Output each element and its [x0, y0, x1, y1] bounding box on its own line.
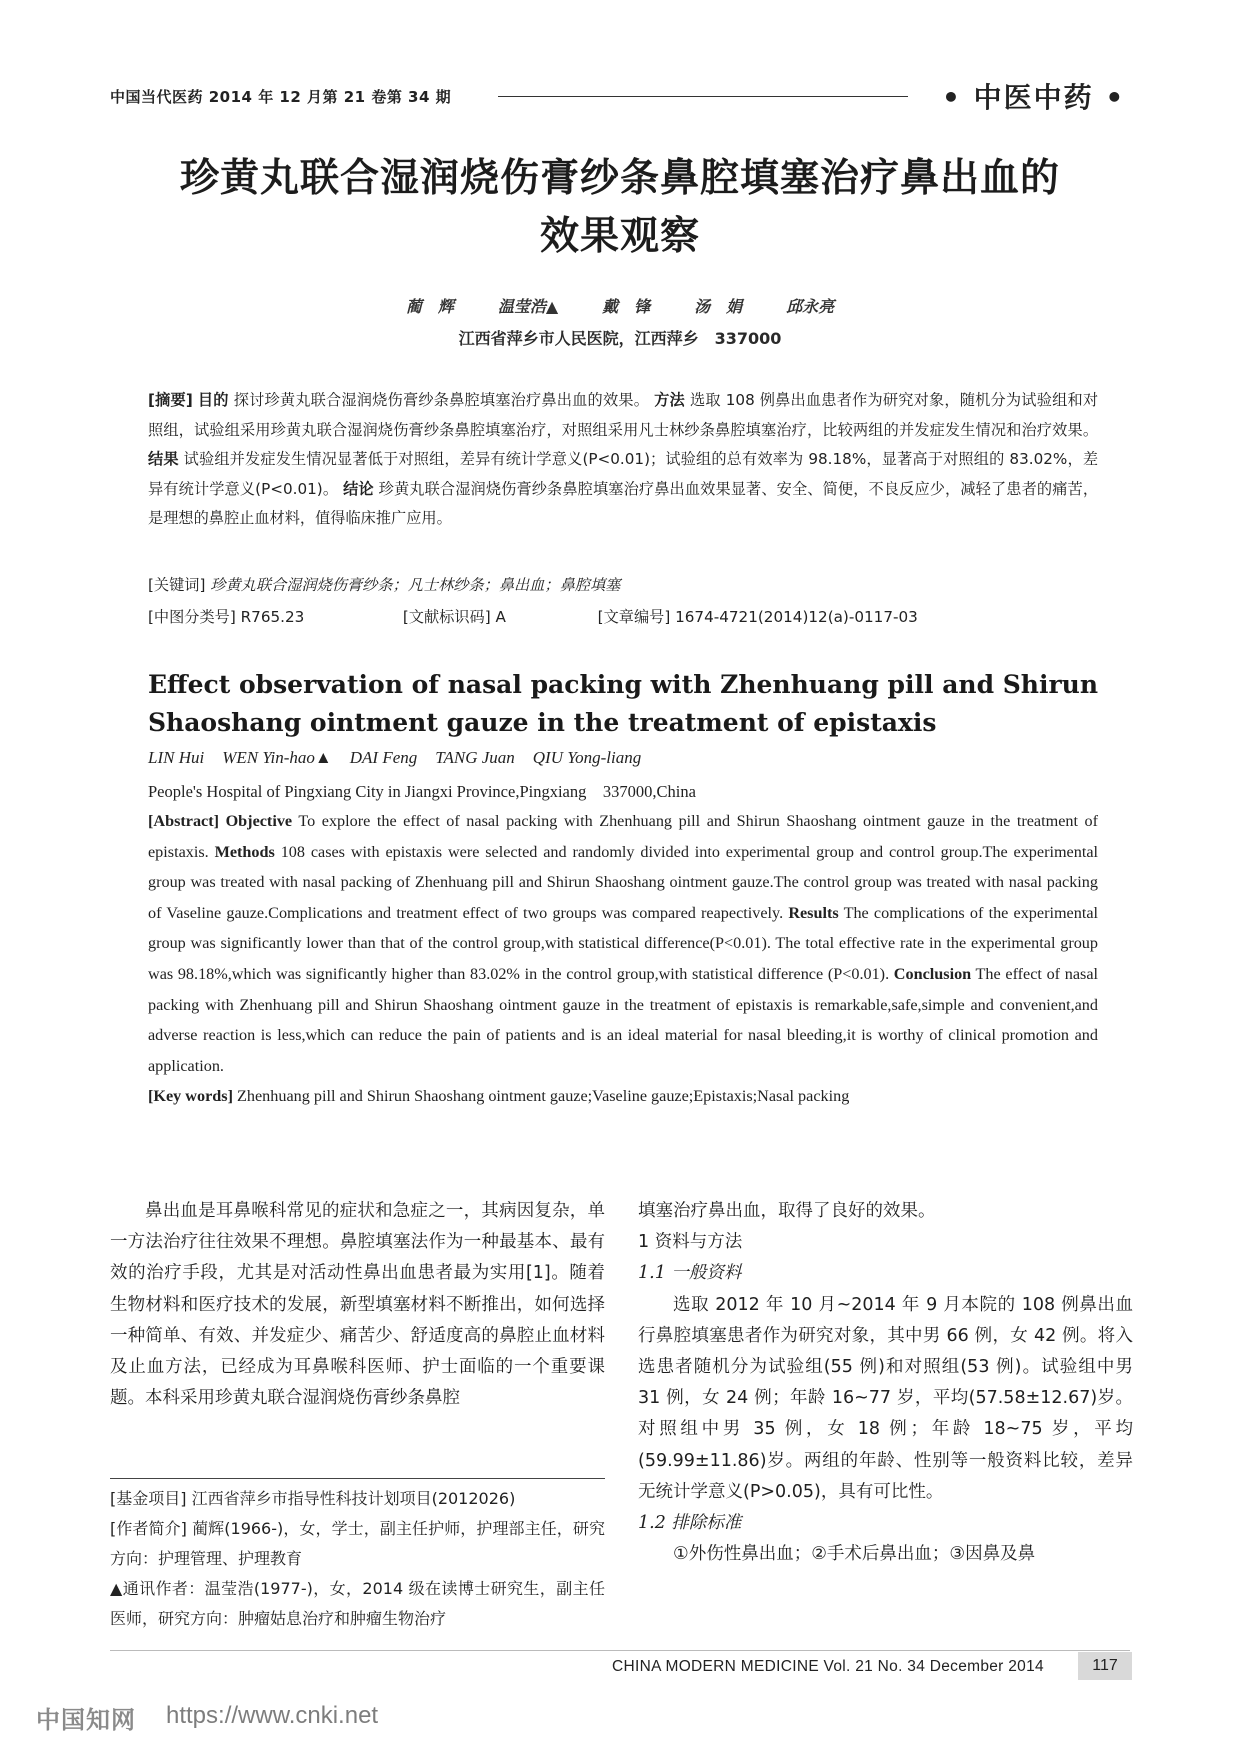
section-label: • 中医中药 •: [942, 81, 1126, 114]
objective-en-label: Objective: [225, 812, 293, 830]
methods-en-text: 108 cases with epistaxis were selected and randomly divided into experimental group and control group.The experimental group was treated with nasal packing of Zhenhuang pill and Shirun Shaoshang ointment gauze.The control group was treated with nasal packing of Vaseline gauze.Complications and treatment effect of two groups was compared reapectively.: [148, 842, 1099, 922]
results-en-text: The complications of the experimental group was significantly lower than that of the control group,with statistical difference(P<0.01). The total effective rate in the experimental group was 98.18%,which was significantly higher than 83.02% in the control group,with statistical difference (P<0.01).: [148, 903, 1099, 983]
abstract-cn: [148, 386, 1098, 534]
footnote-rule: [110, 1478, 605, 1479]
footnote-fund: [基金项目] 江西省萍乡市指导性科技计划项目(2012026): [110, 1489, 516, 1508]
objective-text: 探讨珍黄丸联合湿润烧伤膏纱条鼻腔填塞治疗鼻出血的效果。: [233, 391, 650, 409]
footnote-corresponding: ▲通讯作者：温莹浩(1977-)，女，2014 级在读博士研究生，副主任医师，研究方向：肿瘤姑息治疗和肿瘤生物治疗: [110, 1579, 605, 1628]
document-code: [文献标识码] A: [402, 608, 506, 626]
results-en-label: Results: [788, 903, 839, 922]
author: 蔺 辉: [405, 297, 454, 316]
author-en: DAI Feng: [349, 748, 418, 767]
author: 戴 锋: [602, 297, 651, 316]
footer-rule: [110, 1650, 1130, 1651]
body-paragraph: ①外伤性鼻出血；②手术后鼻出血；③因鼻及鼻: [673, 1544, 1036, 1565]
body-left-column: [110, 1196, 605, 1414]
objective-label: 目的: [197, 391, 229, 409]
title-line-1: 珍黄丸联合湿润烧伤膏纱条鼻腔填塞治疗鼻出血的: [179, 156, 1060, 201]
body-paragraph: 选取 2012 年 10 月~2014 年 9 月本院的 108 例鼻出血行鼻腔填塞患者作为研究对象，其中男 66 例，女 42 例。将入选患者随机分为试验组(55 例)和对照组(53 例)。试验组中男 31 例，女 24 例；年龄 16~77 岁，平均(57.58±12.67)岁。对照组中男 35 例，女 18 例；年龄 18~75 岁，平均(59.99±11.86)岁。两组的年龄、性别等一般资料比较，差异无统计学意义(P>0.05)，具有可比性。: [638, 1294, 1133, 1502]
abstract-en: [148, 806, 1098, 1112]
subsection-heading: 1.2 排除标准: [638, 1513, 742, 1534]
body-paragraph: 填塞治疗鼻出血，取得了良好的效果。: [638, 1201, 936, 1221]
body-paragraph: 鼻出血是耳鼻喉科常见的症状和急症之一，其病因复杂，单一方法治疗往往效果不理想。鼻腔填塞法作为一种最基本、最有效的治疗手段，尤其是对活动性鼻出血患者最为实用[1]。随着生物材料和医疗技术的发展，新型填塞材料不断推出，如何选择一种简单、有效、并发症少、痛苦少、舒适度高的鼻腔止血材料及止血方法，已经成为耳鼻喉科医师、护士面临的一个重要课题。本科采用珍黄丸联合湿润烧伤膏纱条鼻腔: [110, 1201, 605, 1409]
cnki-watermark-logo: 中国知网: [36, 1706, 136, 1734]
keywords-label: [关键词]: [148, 576, 206, 594]
cnki-watermark-url: https://www.cnki.net: [166, 1702, 379, 1729]
authors-en: [148, 748, 659, 768]
subsection-heading: 1.1 一般资料: [638, 1263, 742, 1284]
affiliation-en: People's Hospital of Pingxiang City in Jiangxi Province,Pingxiang 337000,China: [148, 782, 696, 801]
conclusion-en-label: Conclusion: [893, 964, 972, 983]
methods-en-label: Methods: [214, 842, 275, 861]
title-en-line-2: Shaoshang ointment gauze in the treatment of epistaxis: [148, 708, 937, 737]
objective-en-text: To explore the effect of nasal packing with Zhenhuang pill and Shirun Shaoshang ointment gauze in the treatment of epistaxis.: [148, 812, 1099, 861]
section-heading: 1 资料与方法: [638, 1232, 743, 1253]
methods-label: 方法: [654, 391, 685, 409]
footnotes: [110, 1484, 605, 1634]
title-line-2: 效果观察: [539, 214, 700, 259]
results-label: 结果: [148, 450, 179, 469]
page-number: 117: [1078, 1652, 1132, 1680]
journal-issue: 中国当代医药 2014 年 12 月第 21 卷第 34 期: [110, 88, 452, 106]
conclusion-text: 珍黄丸联合湿润烧伤膏纱条鼻腔填塞治疗鼻出血效果显著、安全、简便，不良反应少，减轻了患者的痛苦，是理想的鼻腔止血材料，值得临床推广应用。: [148, 479, 1099, 528]
keywords-text: 珍黄丸联合湿润烧伤膏纱条；凡士林纱条；鼻出血；鼻腔填塞: [210, 576, 621, 594]
author: 汤 娟: [694, 297, 743, 316]
author-en: TANG Juan: [435, 748, 515, 767]
body-right-column: [638, 1196, 1133, 1570]
paper-title-en: [148, 666, 1098, 742]
footnote-author: [作者简介] 蔺辉(1966-)，女，学士，副主任护师，护理部主任，研究方向：护理管理、护理教育: [110, 1519, 605, 1568]
article-number: [文章编号] 1674-4721(2014)12(a)-0117-03: [597, 608, 918, 626]
paper-title: [100, 150, 1140, 266]
keywords-en-text: Zhenhuang pill and Shirun Shaoshang ointment gauze;Vaseline gauze;Epistaxis;Nasal packing: [237, 1087, 850, 1106]
author: 邱永亮: [786, 297, 835, 316]
clc-number: [中图分类号] R765.23: [148, 608, 305, 626]
author-en: WEN Yin-hao▲: [222, 748, 332, 767]
classification-row: [148, 606, 1098, 627]
footer-journal: CHINA MODERN MEDICINE Vol. 21 No. 34 December 2014: [612, 1658, 1044, 1675]
conclusion-label: 结论: [343, 479, 374, 498]
results-text: 试验组并发症发生情况显著低于对照组，差异有统计学意义(P<0.01)；试验组的总有效率为 98.18%，显著高于对照组的 83.02%，差异有统计学意义(P<0.01)。: [148, 450, 1099, 498]
author-en: QIU Yong-liang: [532, 748, 642, 767]
conclusion-en-text: The effect of nasal packing with Zhenhuang pill and Shirun Shaoshang ointment gauze in the treatment of epistaxis is remarkable,safe,simple and convenient,and adverse reaction is less,which can reduce the pain of patients and is an ideal material for nasal bleeding,it is worthy of clinical promotion and application.: [148, 964, 1098, 1075]
header-rule: [498, 96, 908, 97]
abstract-en-label: [Abstract]: [148, 812, 220, 830]
abstract-label: [摘要]: [148, 391, 193, 409]
keywords-cn: [148, 574, 1098, 595]
author-en: LIN Hui: [148, 748, 205, 767]
author: 温莹浩▲: [497, 297, 559, 316]
methods-text: 选取 108 例鼻出血患者作为研究对象，随机分为试验组和对照组，试验组采用珍黄丸联合湿润烧伤膏纱条鼻腔填塞治疗，对照组采用凡士林纱条鼻腔填塞治疗，比较两组的并发症发生情况和治疗效果。: [148, 391, 1099, 439]
affiliation-cn: 江西省萍乡市人民医院，江西萍乡 337000: [458, 329, 782, 348]
keywords-en-label: [Key words]: [148, 1087, 233, 1106]
authors-cn: [0, 294, 1240, 317]
title-en-line-1: Effect observation of nasal packing with Zhenhuang pill and Shirun: [148, 670, 1098, 699]
